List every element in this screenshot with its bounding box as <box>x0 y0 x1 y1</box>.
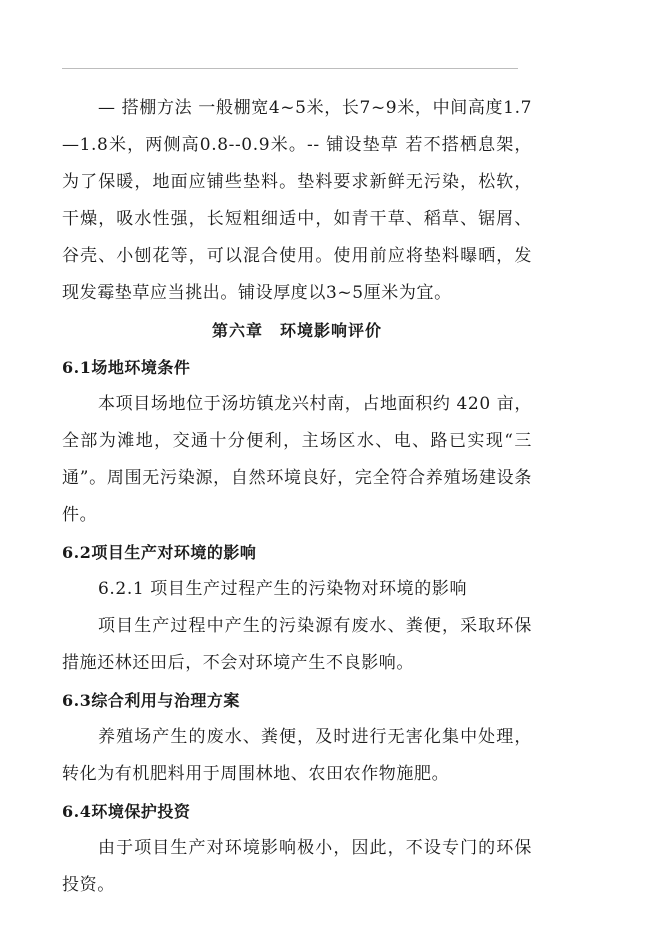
paragraph-shed-method: — 搭棚方法 一般棚宽4~5米，长7~9米，中间高度1.7—1.8米，两侧高0.8--0.9米。-- 铺设垫草 若不搭栖息架，为了保暖，地面应铺些垫料。垫料要求新鲜无污染，松软，干燥，吸水性强，长短粗细适中，如青干草、稻草、锯屑、谷壳、小刨花等，可以混合使用。使用前应将垫料曝晒，发现发霉垫草应当挑出。铺设厚度以3~5厘米为宜。 <box>62 98 532 303</box>
paragraph-investment: 由于项目生产对环境影响极小，因此，不设专门的环保投资。 <box>62 838 532 895</box>
header-divider <box>62 68 518 69</box>
section-heading-6-3: 6.3综合利用与治理方案 <box>62 691 240 710</box>
paragraph-site-conditions: 本项目场地位于汤坊镇龙兴村南，占地面积约 420 亩，全部为滩地，交通十分便利，主场区水、电、路已实现“三通”。周围无污染源，自然环境良好，完全符合养殖场建设条件。 <box>62 394 532 525</box>
document-body <box>62 90 532 904</box>
section-heading-6-4: 6.4环境保护投资 <box>62 802 191 821</box>
paragraph-pollution-sources: 项目生产过程中产生的污染源有废水、粪便，采取环保措施还林还田后，不会对环境产生不良影响。 <box>62 616 532 673</box>
paragraph-utilization: 养殖场产生的废水、粪便，及时进行无害化集中处理，转化为有机肥料用于周围林地、农田农作物施肥。 <box>62 727 532 784</box>
section-heading-6-2: 6.2项目生产对环境的影响 <box>62 543 257 562</box>
section-heading-6-1: 6.1场地环境条件 <box>62 358 191 377</box>
chapter-title: 第六章 环境影响评价 <box>211 321 382 340</box>
subsection-heading-6-2-1: 6.2.1 项目生产过程产生的污染物对环境的影响 <box>98 579 468 599</box>
